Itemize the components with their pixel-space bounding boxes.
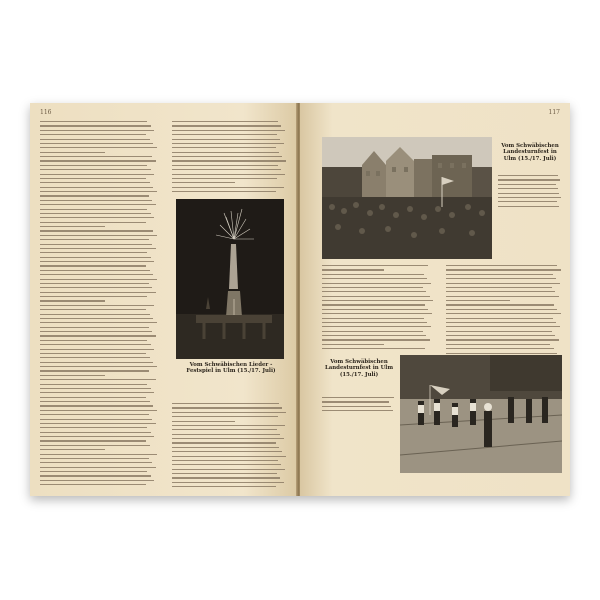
illegible-text-line bbox=[172, 169, 281, 170]
illegible-text-line bbox=[40, 427, 147, 428]
illegible-text-line bbox=[40, 305, 154, 306]
illegible-text-line bbox=[322, 304, 425, 305]
illegible-text-line bbox=[446, 278, 556, 279]
fireworks-photo bbox=[176, 199, 284, 359]
illegible-text-line bbox=[40, 261, 154, 262]
illegible-text-line bbox=[40, 169, 151, 170]
illegible-text-line bbox=[172, 403, 279, 404]
illegible-text-line bbox=[40, 248, 156, 249]
illegible-text-line bbox=[172, 477, 280, 478]
illegible-text-line bbox=[40, 213, 151, 214]
illegible-text-line bbox=[40, 292, 156, 293]
right-side-note-bottom bbox=[322, 397, 396, 415]
illegible-text-line bbox=[40, 436, 154, 437]
illegible-text-line bbox=[446, 313, 561, 314]
illegible-text-line bbox=[322, 318, 424, 319]
illegible-text-line bbox=[40, 121, 147, 122]
illegible-text-line bbox=[322, 283, 431, 284]
illegible-text-line bbox=[172, 187, 284, 188]
illegible-text-line bbox=[40, 384, 147, 385]
illegible-text-line bbox=[40, 283, 149, 284]
illegible-text-line bbox=[172, 473, 277, 474]
illegible-text-line bbox=[322, 265, 428, 266]
illegible-text-line bbox=[40, 244, 152, 245]
illegible-text-line bbox=[172, 456, 286, 457]
illegible-text-line bbox=[172, 134, 277, 135]
right-text-column-1 bbox=[322, 265, 434, 353]
illegible-text-line bbox=[40, 195, 149, 196]
illegible-text-line bbox=[322, 287, 423, 288]
illegible-text-line bbox=[322, 309, 428, 310]
illegible-text-line bbox=[322, 344, 384, 345]
illegible-text-line bbox=[40, 296, 147, 297]
fireworks-caption: Vom Schwäbischen Lieder - Festspiel in Ulm (15./17. Juli) bbox=[186, 362, 276, 375]
illegible-text-line bbox=[40, 340, 147, 341]
illegible-text-line bbox=[172, 421, 235, 422]
illegible-text-line bbox=[40, 178, 146, 179]
illegible-text-line bbox=[40, 217, 154, 218]
illegible-text-line bbox=[40, 287, 152, 288]
illegible-text-line bbox=[40, 475, 151, 476]
illegible-text-line bbox=[40, 204, 156, 205]
illegible-text-line bbox=[446, 339, 559, 340]
right-page bbox=[300, 103, 570, 496]
illegible-text-line bbox=[498, 206, 559, 207]
illegible-text-line bbox=[40, 235, 157, 236]
illegible-text-line bbox=[322, 326, 431, 327]
illegible-text-line bbox=[40, 344, 151, 345]
illegible-text-line bbox=[172, 407, 282, 408]
illegible-text-line bbox=[446, 353, 557, 354]
illegible-text-line bbox=[322, 339, 430, 340]
illegible-text-line bbox=[40, 209, 147, 210]
illegible-text-line bbox=[322, 348, 425, 349]
illegible-text-line bbox=[446, 283, 560, 284]
illegible-text-line bbox=[172, 460, 278, 461]
illegible-text-line bbox=[172, 174, 285, 175]
illegible-text-line bbox=[40, 335, 156, 336]
illegible-text-line bbox=[172, 416, 278, 417]
illegible-text-line bbox=[40, 174, 154, 175]
illegible-text-line bbox=[40, 401, 150, 402]
illegible-text-line bbox=[40, 414, 149, 415]
illegible-text-line bbox=[322, 313, 432, 314]
illegible-text-line bbox=[172, 412, 286, 413]
illegible-text-line bbox=[40, 125, 151, 126]
illegible-text-line bbox=[322, 269, 384, 270]
left-text-column-2-bottom bbox=[172, 403, 287, 491]
illegible-text-line bbox=[498, 184, 556, 185]
illegible-text-line bbox=[172, 451, 282, 452]
illegible-text-line bbox=[322, 296, 430, 297]
illegible-text-line bbox=[40, 458, 149, 459]
illegible-text-line bbox=[498, 179, 560, 180]
illegible-text-line bbox=[322, 397, 394, 398]
illegible-text-line bbox=[40, 165, 147, 166]
illegible-text-line bbox=[40, 270, 150, 271]
illegible-text-line bbox=[40, 187, 153, 188]
parade-caption: Vom Schwäbischen Landesturnfest in Ulm (15./17. Juli) bbox=[324, 359, 394, 378]
illegible-text-line bbox=[446, 309, 557, 310]
illegible-text-line bbox=[322, 300, 433, 301]
illegible-text-line bbox=[172, 147, 276, 148]
illegible-text-line bbox=[172, 125, 281, 126]
left-text-column-1 bbox=[40, 121, 158, 489]
illegible-text-line bbox=[40, 274, 153, 275]
left-page-number: 116 bbox=[40, 109, 52, 116]
illegible-text-line bbox=[322, 274, 424, 275]
parade-photo bbox=[400, 355, 562, 473]
illegible-text-line bbox=[172, 121, 278, 122]
illegible-text-line bbox=[40, 349, 154, 350]
left-text-column-2-top bbox=[172, 121, 287, 195]
illegible-text-line bbox=[40, 379, 156, 380]
illegible-text-line bbox=[172, 160, 286, 161]
illegible-text-line bbox=[40, 366, 157, 367]
illegible-text-line bbox=[40, 375, 105, 376]
illegible-text-line bbox=[172, 182, 235, 183]
illegible-text-line bbox=[446, 331, 552, 332]
illegible-text-line bbox=[40, 147, 157, 148]
illegible-text-line bbox=[172, 165, 278, 166]
illegible-text-line bbox=[446, 296, 559, 297]
illegible-text-line bbox=[446, 348, 554, 349]
illegible-text-line bbox=[40, 300, 105, 301]
illegible-text-line bbox=[40, 318, 153, 319]
illegible-text-line bbox=[40, 314, 150, 315]
right-page-number: 117 bbox=[548, 109, 560, 116]
illegible-text-line bbox=[446, 300, 510, 301]
illegible-text-line bbox=[322, 331, 423, 332]
illegible-text-line bbox=[40, 357, 150, 358]
illegible-text-line bbox=[40, 309, 146, 310]
illegible-text-line bbox=[446, 304, 554, 305]
illegible-text-line bbox=[40, 222, 146, 223]
illegible-text-line bbox=[40, 405, 153, 406]
illegible-text-line bbox=[40, 353, 146, 354]
illegible-text-line bbox=[446, 287, 552, 288]
illegible-text-line bbox=[40, 449, 105, 450]
illegible-text-line bbox=[40, 331, 152, 332]
illegible-text-line bbox=[322, 406, 391, 407]
illegible-text-line bbox=[322, 335, 426, 336]
left-page bbox=[30, 103, 297, 496]
illegible-text-line bbox=[172, 191, 276, 192]
illegible-text-line bbox=[172, 152, 279, 153]
illegible-text-line bbox=[40, 322, 157, 323]
crowd-square-caption: Vom Schwäbischen Landesturnfest in Ulm (15./17. Juli) bbox=[501, 143, 559, 162]
illegible-text-line bbox=[172, 434, 280, 435]
illegible-text-line bbox=[498, 188, 558, 189]
illegible-text-line bbox=[172, 429, 277, 430]
illegible-text-line bbox=[172, 442, 276, 443]
illegible-text-line bbox=[40, 143, 153, 144]
illegible-text-line bbox=[40, 182, 150, 183]
magazine-spread bbox=[30, 103, 570, 496]
illegible-text-line bbox=[40, 230, 153, 231]
illegible-text-line bbox=[446, 326, 560, 327]
crowd-square-photo bbox=[322, 137, 492, 259]
illegible-text-line bbox=[446, 344, 550, 345]
illegible-text-line bbox=[40, 454, 157, 455]
illegible-text-line bbox=[40, 467, 156, 468]
illegible-text-line bbox=[498, 193, 559, 194]
illegible-text-line bbox=[40, 200, 152, 201]
illegible-text-line bbox=[40, 410, 157, 411]
illegible-text-line bbox=[40, 462, 152, 463]
illegible-text-line bbox=[446, 265, 557, 266]
illegible-text-line bbox=[172, 482, 284, 483]
illegible-text-line bbox=[172, 469, 285, 470]
illegible-text-line bbox=[40, 257, 151, 258]
illegible-text-line bbox=[498, 175, 558, 176]
illegible-text-line bbox=[446, 335, 555, 336]
illegible-text-line bbox=[40, 471, 147, 472]
illegible-text-line bbox=[40, 160, 156, 161]
illegible-text-line bbox=[322, 278, 427, 279]
illegible-text-line bbox=[40, 134, 146, 135]
illegible-text-line bbox=[446, 269, 561, 270]
illegible-text-line bbox=[40, 252, 147, 253]
illegible-text-line bbox=[40, 445, 150, 446]
illegible-text-line bbox=[446, 291, 555, 292]
illegible-text-line bbox=[172, 143, 284, 144]
illegible-text-line bbox=[40, 370, 149, 371]
illegible-text-line bbox=[40, 432, 151, 433]
illegible-text-line bbox=[40, 279, 157, 280]
illegible-text-line bbox=[446, 322, 556, 323]
illegible-text-line bbox=[172, 464, 281, 465]
illegible-text-line bbox=[172, 178, 277, 179]
illegible-text-line bbox=[172, 139, 280, 140]
illegible-text-line bbox=[40, 130, 154, 131]
illegible-text-line bbox=[322, 410, 393, 411]
illegible-text-line bbox=[40, 139, 150, 140]
illegible-text-line bbox=[446, 318, 553, 319]
illegible-text-line bbox=[40, 484, 146, 485]
illegible-text-line bbox=[322, 401, 389, 402]
illegible-text-line bbox=[322, 291, 426, 292]
illegible-text-line bbox=[40, 239, 149, 240]
illegible-text-line bbox=[40, 480, 154, 481]
illegible-text-line bbox=[446, 274, 553, 275]
illegible-text-line bbox=[40, 397, 146, 398]
illegible-text-line bbox=[40, 419, 152, 420]
illegible-text-line bbox=[40, 423, 156, 424]
illegible-text-line bbox=[498, 201, 557, 202]
right-side-note-top bbox=[498, 175, 562, 210]
illegible-text-line bbox=[172, 486, 276, 487]
illegible-text-line bbox=[40, 191, 157, 192]
illegible-text-line bbox=[40, 156, 152, 157]
illegible-text-line bbox=[40, 265, 146, 266]
illegible-text-line bbox=[40, 440, 146, 441]
illegible-text-line bbox=[40, 226, 105, 227]
illegible-text-line bbox=[172, 438, 284, 439]
illegible-text-line bbox=[40, 152, 105, 153]
illegible-text-line bbox=[172, 130, 285, 131]
illegible-text-line bbox=[172, 156, 282, 157]
illegible-text-line bbox=[40, 327, 149, 328]
illegible-text-line bbox=[40, 392, 154, 393]
illegible-text-line bbox=[40, 362, 153, 363]
illegible-text-line bbox=[172, 425, 285, 426]
illegible-text-line bbox=[498, 197, 561, 198]
illegible-text-line bbox=[172, 447, 279, 448]
illegible-text-line bbox=[322, 322, 427, 323]
illegible-text-line bbox=[40, 388, 151, 389]
